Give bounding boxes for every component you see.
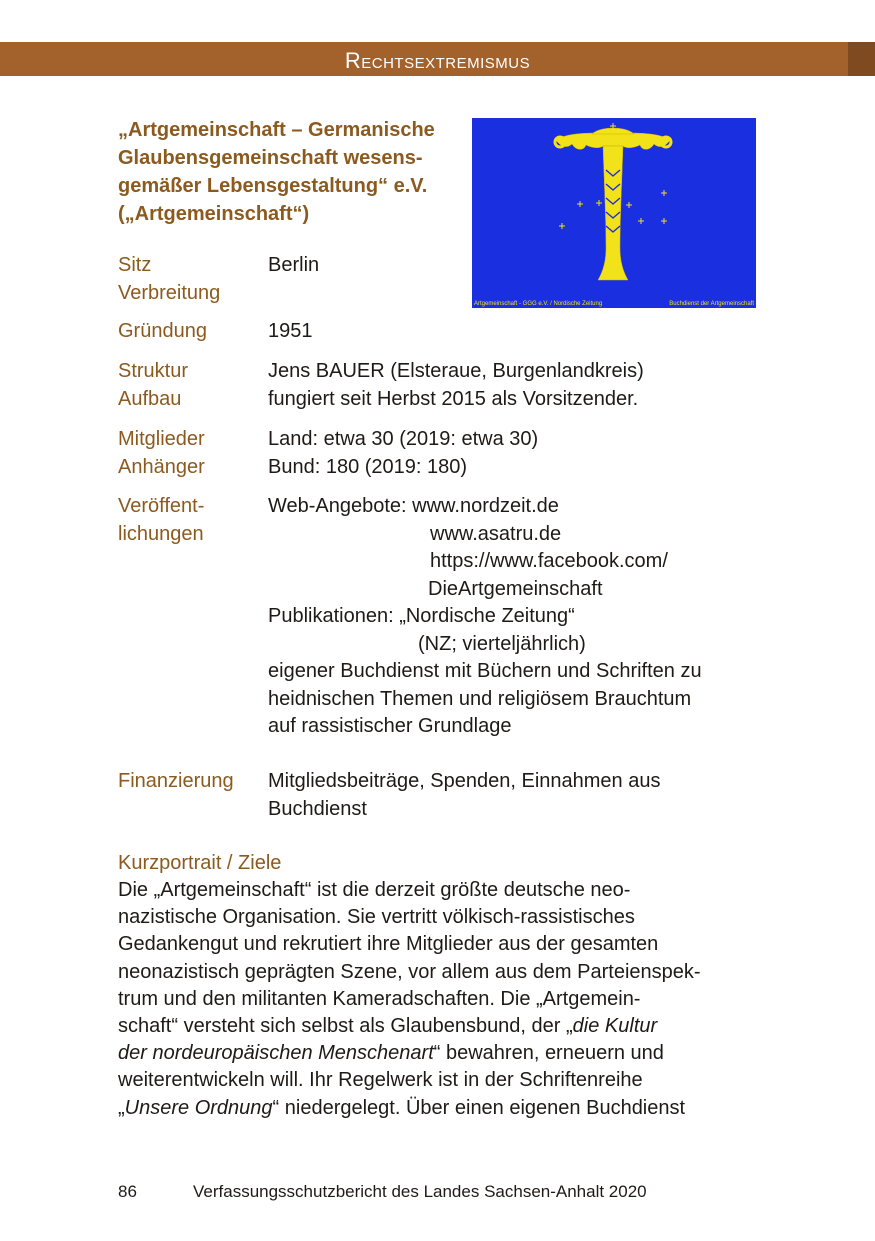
organization-title-line: Glaubensgemeinschaft wesens- (118, 147, 423, 169)
body-line: neonazistisch geprägten Szene, vor allem aus dem Parteienspek- (118, 960, 701, 983)
sitz-value: Berlin (268, 254, 320, 276)
label-line: Sitz (118, 254, 152, 276)
body-line: Gedankengut und rekrutiert ihre Mitglieder aus der gesamten (118, 933, 659, 956)
kurzportrait-heading: Kurzportrait / Ziele (118, 852, 282, 874)
value-line: Bund: 180 (2019: 180) (268, 455, 468, 478)
value-line: fungiert seit Herbst 2015 als Vorsitzender. (268, 387, 639, 410)
flag-caption-left: Artgemeinschaft - GGG e.V. / Nordische Zeitung (474, 301, 603, 307)
value-line: Jens BAUER (Elsteraue, Burgenlandkreis) (268, 360, 644, 382)
veroeffentlichungen-label (118, 493, 204, 548)
body-text-span: “ niedergelegt. Über einen eigenen Buchdienst (272, 1096, 686, 1119)
body-line: weiterentwickeln will. Ihr Regelwerk ist in der Schriftenreihe (118, 1069, 643, 1092)
body-text-span: „ (118, 1096, 125, 1119)
web-offer-line: www.asatru.de (430, 522, 562, 545)
page-number: 86 (118, 1182, 137, 1201)
organization-title-line: („Artgemeinschaft“) (118, 203, 310, 225)
finanzierung-label: Finanzierung (118, 770, 234, 792)
kurzportrait-body (118, 877, 758, 1122)
body-text-span: “ bewahren, erneuern und (433, 1042, 664, 1065)
label-line: lichungen (118, 522, 204, 545)
publication-line: (NZ; vierteljährlich) (418, 632, 586, 655)
body-line (118, 1013, 758, 1040)
emphasis-text: Unsere Ordnung (124, 1096, 273, 1119)
gruendung-label: Gründung (118, 320, 207, 342)
body-line: nazistische Organisation. Sie vertritt völkisch-rassistisches (118, 906, 635, 929)
gruendung-value: 1951 (268, 320, 313, 342)
body-text-span: schaft“ versteht sich selbst als Glaubensbund, der „ (118, 1015, 573, 1038)
mitglieder-value (268, 426, 538, 481)
sitz-label (118, 252, 220, 307)
publication-line: auf rassistischer Grundlage (268, 715, 512, 737)
footer-text: Verfassungsschutzbericht des Landes Sachsen-Anhalt 2020 (193, 1182, 647, 1201)
section-title: Rechtsextremismus (344, 48, 531, 73)
finanzierung-value (268, 768, 660, 823)
emphasis-text: die Kultur (572, 1015, 658, 1038)
publication-line: heidnischen Themen und religiösem Brauchtum (268, 687, 692, 710)
value-line: Land: etwa 30 (2019: etwa 30) (268, 428, 539, 450)
organization-flag-image (472, 118, 756, 308)
label-line: Verbreitung (118, 281, 221, 304)
label-line: Aufbau (118, 387, 182, 410)
organization-title-line: gemäßer Lebensgestaltung“ e.V. (118, 175, 428, 197)
label-line: Struktur (118, 360, 189, 382)
flag-caption-right: Buchdienst der Artgemeinschaft (669, 301, 754, 307)
body-line (118, 1040, 758, 1067)
label-line: Anhänger (118, 455, 205, 478)
body-line: trum und den militanten Kameradschaften. Die „Artgemein- (118, 987, 641, 1010)
web-offer-line: DieArtgemeinschaft (428, 577, 603, 600)
value-line: Buchdienst (268, 797, 367, 820)
web-offer-line: https://www.facebook.com/ (430, 550, 668, 572)
publication-line: Publikationen: „Nordische Zeitung“ (268, 605, 575, 627)
mitglieder-label (118, 426, 205, 481)
web-offer-line: Web-Angebote: www.nordzeit.de (268, 495, 559, 517)
value-line: Mitgliedsbeiträge, Spenden, Einnahmen aus (268, 770, 661, 792)
organization-title (118, 116, 458, 228)
emphasis-text: der nordeuropäischen Menschenart (118, 1042, 434, 1065)
label-line: Mitglieder (118, 428, 205, 450)
struktur-value (268, 358, 644, 413)
label-line: Veröffent- (118, 495, 205, 517)
body-line: Die „Artgemeinschaft“ ist die derzeit größte deutsche neo- (118, 879, 631, 901)
body-line (118, 1095, 758, 1122)
publication-line: eigener Buchdienst mit Büchern und Schriften zu (268, 660, 702, 682)
organization-title-line: „Artgemeinschaft – Germanische (118, 119, 435, 141)
struktur-label (118, 358, 188, 413)
veroeffentlichungen-value (268, 493, 702, 741)
